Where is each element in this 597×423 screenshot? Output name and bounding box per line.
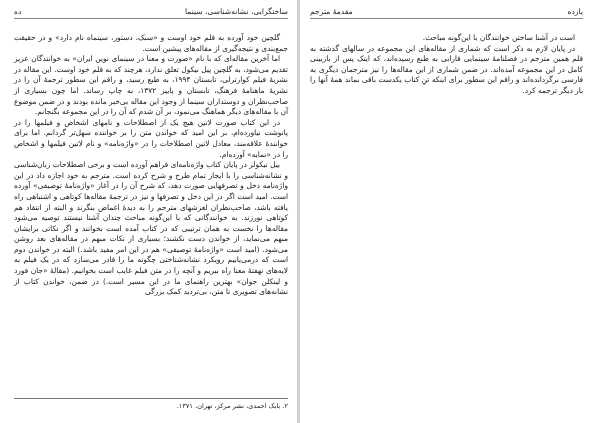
left-page-header [14, 6, 288, 19]
left-page-body [14, 33, 288, 298]
paragraph: در این کتاب صورت لاتین هیچ یک از اصطلاحات و نامهای اشخاص و فیلمها را در پانوشت نیاورده‌ام، بر این امید که خواندن متن را بر خواننده سهل‌تر گردانم. اما برای خوانندهٔ علاقه‌مند، معادل لاتین اصطلاحات را در «واژه‌نامه» و نام لاتین فیلمها و اشخاص را در «نمایه» آورده‌ام. [14, 117, 288, 159]
left-page [0, 0, 298, 423]
paragraph: بیل نیکولز در پایان کتاب واژه‌نامه‌ای فراهم آورده است و برخی اصطلاحات زبان‌شناسی و نشانه‌شناسی را با ایجاز تمام طرح و شرح کرده است. مترجم به خود اجازه داد در این واژه‌نامه دخل و تصرفهایی صورت دهد، که شرح آن را در آغاز «واژه‌نامهٔ توصیفی» آورده است. امید است اگر در این دخل و تصرفها و نیز در ترجمهٔ مقاله‌ها کوتاهی و اشتباهی راه یافته باشد، صاحب‌نظران لغزشهای مترجم را به دیدهٔ اغماض بنگرند و البته از انتقاد هم کوتاهی نورزند. به خوانندگانی که با این‌گونه مباحث چندان آشنا نیستند توصیه می‌شود مقاله‌ها را نخست به همان ترتیبی که در کتاب آمده است بخوانند و اگر نکاتی برایشان مبهم می‌نماید، از خواندن دست نکشند؛ بسیاری از نکات مبهم در مقاله‌های بعد روشن می‌شود. (امید است «واژه‌نامهٔ توصیفی» هم در این امر مفید باشد.) البته در خواندن دوم است که درمی‌یابیم رویکرد نشانه‌شناختی چگونه ما را قادر می‌سازد که در یک فیلم به لایه‌های نهفتهٔ معنا راه ببریم و آنچه را در متن فیلم غایب است بخوانیم. (مقالهٔ «جان فورد و لینکلن جوان» بهترین راهنمای ما در این مسیر است.) در ضمن، خواندن کتاب از نشانه‌های تصویری تا متن، بی‌تردید کمک بزرگی [14, 160, 288, 297]
paragraph: است در آشنا ساختن خوانندگان با این‌گونه مباحث. [422, 33, 575, 42]
running-title: ساختگرایی، نشانه‌شناسی، سینما [184, 7, 288, 16]
page-number: مقدمهٔ مترجم [310, 7, 353, 16]
page-number: ده [14, 7, 22, 16]
paragraph: گلچین خود آورده به قلم خود اوست و «سبک، دستور، سینماه نام دارد» و در حقیقت جمع‌بندی و نتیجه‌گیری از مقاله‌های پیشین است. [14, 33, 288, 53]
running-title: یازده [567, 7, 583, 16]
right-page [300, 0, 597, 423]
footnote: ۲. بابک احمدی، نشر مرکز، تهران، ۱۳۷۱. [14, 398, 288, 411]
right-page-header [310, 6, 583, 19]
paragraph: در پایان لازم به ذکر است که شماری از مقاله‌های این مجموعه در سالهای گذشته به قلم همین مترجم در فصلنامهٔ سینمایی فارابی به طبع رسیده‌اند، که اینک پس از بازبینی کامل در این مجموعه آمده‌اند. در ضمن شماری از این مقاله‌ها را نیز مترجمان دیگری به فارسی برگردانده‌اند و راقم این سطور برای اینکه تنِ کتاب یکدست باقی بماند همهٔ آنها را بار دیگر ترجمه کرد. [310, 43, 583, 95]
paragraph: اما آخرین مقاله‌ای که با نام «صورت و معنا در سینمای نوین ایران» به خوانندگان عزیز تقدیم می‌شود، به گلچین پیل نیکول تعلق ندارد، هرچند که به قلم خود اوست. این مقاله در نشریهٔ فیلم کوارترلی، تابستان ۱۹۹۴، به طبع رسید، و راقم این سطور ترجمهٔ آن را در نشریهٔ ماهنامهٔ فرهنگ، تابستان و پاییز ۱۳۷۲، به چاپ رساند. اما چون بسیاری از صاحب‌نظران و دوستداران سینما از وجود این مقاله بی‌خبر مانده بودند و در ضمن موضوع آن با مقاله‌های دیگر هماهنگ می‌نمود، بر آن شدم که آن را در این مجموعه بگنجانم. [14, 54, 288, 117]
right-page-body [310, 33, 583, 97]
